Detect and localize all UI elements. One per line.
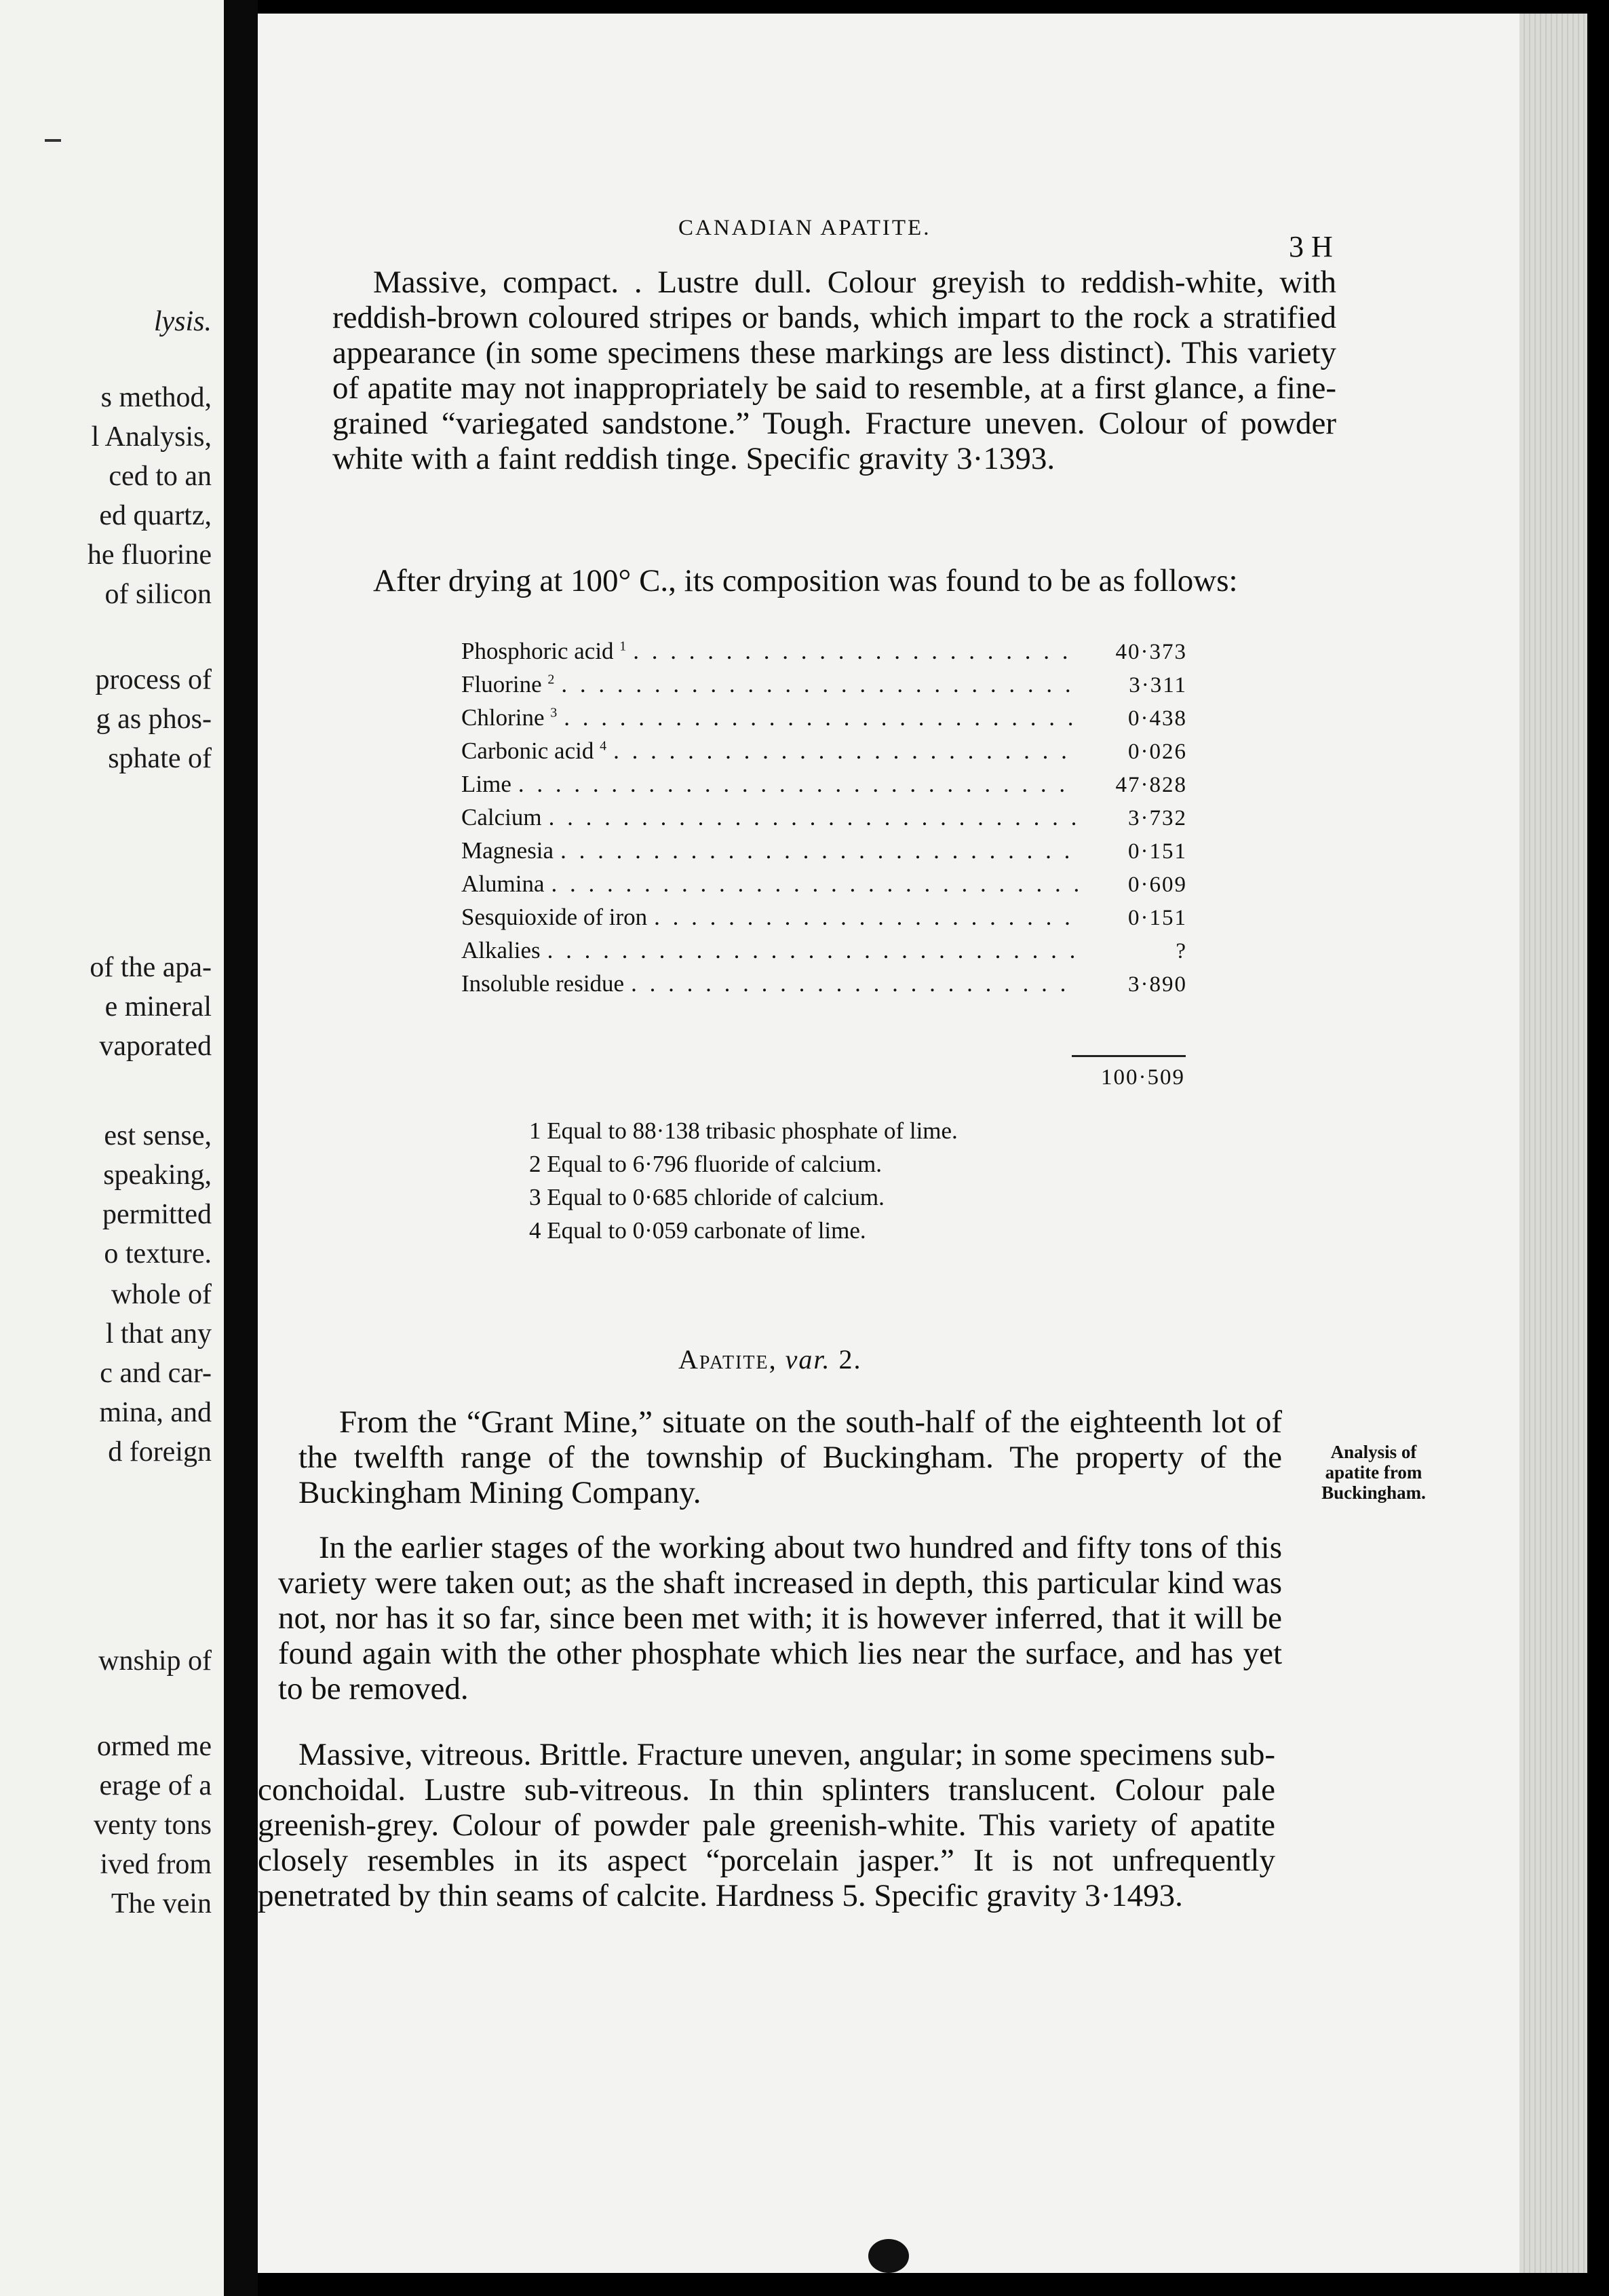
fragment: g as phos- (96, 704, 212, 735)
page-number: 3 H (1289, 230, 1333, 263)
row-label: Chlorine $^3$ (461, 704, 558, 731)
divider (45, 139, 61, 142)
fragment: est sense, (104, 1120, 212, 1151)
footnotes (529, 1114, 958, 1247)
paragraph: In the earlier stages of the working about two hundred and fifty tons of this variety were taken out; as the shaft increased in depth, this particular kind was not, nor has it so far, since been met with; it is however inferred, that it will be found again with the other phosphate which lies near the surface, and has yet to be removed. (278, 1530, 1282, 1706)
fragment: ced to an (109, 461, 212, 492)
leader-dots (561, 671, 1079, 698)
fragment: sphate of (108, 743, 212, 774)
row-value: ? (1176, 939, 1187, 963)
leader-dots (547, 937, 1079, 964)
row-value: 0·151 (1128, 839, 1187, 864)
leader-dots (631, 970, 1079, 997)
fragment: vaporated (99, 1031, 212, 1062)
row-label: Insoluble residue (461, 970, 625, 997)
row-value: 47·828 (1115, 773, 1187, 797)
fragment: e mineral (104, 991, 212, 1022)
table-row (461, 771, 1187, 804)
row-label: Alkalies (461, 937, 541, 963)
fragment: speaking, (103, 1160, 212, 1191)
footnote: 4 Equal to 0·059 carbonate of lime. (529, 1217, 866, 1244)
fragment: permitted (102, 1199, 212, 1230)
fragment: process of (95, 664, 212, 695)
paragraph: From the “Grant Mine,” situate on the south-half of the eighteenth lot of the twelfth range of the township of Buckingham. The property of the Buckingham Mining Company. (298, 1404, 1282, 1510)
table-row (461, 870, 1187, 904)
row-value: 3·890 (1128, 972, 1187, 997)
previous-page (0, 0, 224, 2296)
fragment: ived from (100, 1849, 212, 1880)
row-label: Sesquioxide of iron (461, 904, 648, 930)
row-value: 40·373 (1115, 640, 1187, 664)
table-row (461, 970, 1187, 1003)
footnote: 3 Equal to 0·685 chloride of calcium. (529, 1184, 885, 1210)
table-row (461, 804, 1187, 837)
leader-dots (549, 804, 1079, 831)
row-value: 0·151 (1128, 906, 1187, 930)
scan-blemish (868, 2239, 909, 2273)
table-row (461, 837, 1187, 870)
margin-note: Analysis of apatite from Buckingham. (1321, 1442, 1426, 1503)
row-label: Alumina (461, 870, 545, 897)
fragment: s method, (100, 382, 212, 413)
fragment: c and car- (100, 1358, 212, 1389)
fragment: mina, and (99, 1397, 212, 1428)
row-label: Fluorine $^2$ (461, 671, 555, 697)
fragment: l that any (105, 1318, 212, 1350)
fragment: ed quartz, (99, 500, 212, 531)
paragraph: After drying at 100° C., its composition was found to be as follows: (373, 563, 1238, 598)
paragraph: Massive, compact. . Lustre dull. Colour greyish to reddish-white, with reddish-brown coloured stripes or bands, which impart to the rock a stratified appearance (in some specimens these markings are less distinct). This variety of apatite may not inappropriately be said to resemble, at a first glance, a fine-grained “variegated sandstone.” Tough. Fracture uneven. Colour of powder white with a faint reddish tinge. Specific gravity 3·1393. (332, 265, 1336, 476)
row-label: Carbonic acid $^4$ (461, 738, 607, 764)
leader-dots (560, 837, 1079, 864)
page-edge (1519, 14, 1587, 2273)
book-page (258, 14, 1587, 2273)
section-title: Apatite, var. 2. (678, 1344, 862, 1375)
row-value: 0·026 (1128, 740, 1187, 764)
fragment: The vein (111, 1888, 212, 1919)
footnote: 2 Equal to 6·796 fluoride of calcium. (529, 1151, 882, 1177)
fragment: wnship of (98, 1645, 212, 1677)
fragment: of the apa- (90, 952, 212, 983)
binding-gutter (224, 0, 258, 2296)
fragment: venty tons (94, 1810, 212, 1841)
table-row (461, 738, 1187, 771)
leader-dots (564, 704, 1079, 731)
fragment: of silicon (104, 579, 212, 610)
row-value: 0·609 (1128, 873, 1187, 897)
leader-dots (633, 638, 1079, 665)
leader-dots (551, 870, 1079, 898)
fragment: erage of a (99, 1770, 212, 1801)
row-label: Phosphoric acid $^1$ (461, 638, 627, 664)
total-rule (1072, 1055, 1186, 1057)
table-row (461, 704, 1187, 738)
table-row (461, 904, 1187, 937)
fragment: d foreign (108, 1436, 212, 1468)
row-value: 3·732 (1128, 806, 1187, 830)
composition-table (461, 638, 1187, 1003)
row-label: Calcium (461, 804, 542, 830)
table-total: 100·509 (1101, 1065, 1185, 1090)
footnote: 1 Equal to 88·138 tribasic phosphate of lime. (529, 1117, 958, 1144)
leader-dots (613, 738, 1079, 765)
fragment: ormed me (96, 1731, 212, 1762)
paragraph: Massive, vitreous. Brittle. Fracture uneven, angular; in some specimens sub-conchoidal. Lustre sub-vitreous. In thin splinters translucent. Colour pale greenish-grey. Colour of powder pale greenish-white. This variety of apatite closely resembles in its aspect “porcelain jasper.” It is not unfrequently penetrated by thin seams of calcite. Hardness 5. Specific gravity 3·1493. (258, 1737, 1275, 1913)
row-label: Lime (461, 771, 511, 797)
row-label: Magnesia (461, 837, 554, 864)
table-row (461, 937, 1187, 970)
fragment: he fluorine (87, 539, 212, 571)
fragment: whole of (111, 1279, 212, 1310)
fragment: lysis. (153, 306, 212, 337)
leader-dots (654, 904, 1079, 931)
table-row (461, 671, 1187, 704)
row-value: 3·311 (1129, 673, 1187, 697)
fragment: o texture. (104, 1238, 212, 1269)
row-value: 0·438 (1128, 706, 1187, 731)
running-title: CANADIAN APATITE. (678, 216, 931, 240)
leader-dots (518, 771, 1079, 798)
fragment: l Analysis, (91, 421, 212, 453)
table-row (461, 638, 1187, 671)
